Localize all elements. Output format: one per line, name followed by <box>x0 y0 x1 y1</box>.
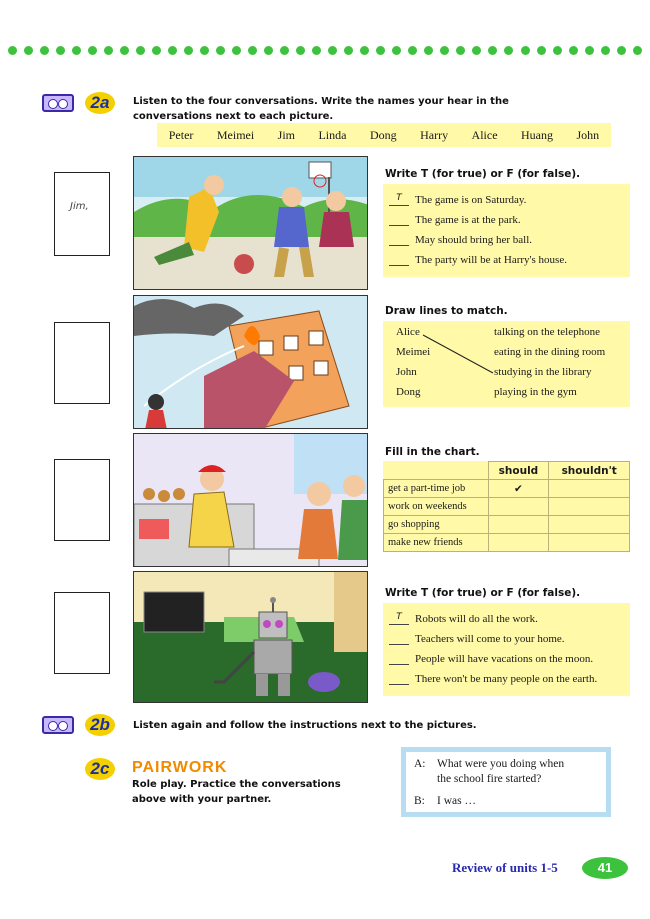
answer-blank[interactable] <box>389 211 409 226</box>
should-cell[interactable]: ✔ <box>488 480 549 498</box>
name-word: Peter <box>168 127 194 142</box>
answer-box-4[interactable] <box>54 592 110 674</box>
answer-blank[interactable]: T <box>389 191 409 206</box>
name-word: Meimei <box>216 127 255 142</box>
match-right-item[interactable]: talking on the telephone <box>494 326 600 338</box>
dialog-line: the school fire started? <box>437 773 542 785</box>
match-right-item[interactable]: studying in the library <box>494 366 592 378</box>
exercise1-heading: Write T (for true) or F (for false). <box>385 168 581 180</box>
should-cell[interactable] <box>488 516 549 534</box>
answer-blank[interactable] <box>389 670 409 685</box>
row-label: make new friends <box>384 534 489 552</box>
chart-row <box>384 480 630 498</box>
match-left-item[interactable]: Meimei <box>396 346 431 358</box>
cassette-icon <box>42 94 74 112</box>
dialog-line: I was … <box>437 795 476 807</box>
section-badge-2a: 2a <box>85 92 115 114</box>
shouldnt-cell[interactable] <box>549 516 630 534</box>
exercise2-heading: Draw lines to match. <box>385 305 508 317</box>
match-left-item[interactable]: John <box>396 366 417 378</box>
match-left-item[interactable]: Alice <box>396 326 420 338</box>
match-line <box>383 321 630 407</box>
answer-box-2[interactable] <box>54 322 110 404</box>
statement: Robots will do all the work. <box>415 613 538 625</box>
exercise4-panel <box>383 603 630 696</box>
picture-shop <box>133 433 368 567</box>
answer-blank[interactable] <box>389 231 409 246</box>
col-should: should <box>488 462 549 480</box>
answer-blank[interactable]: T <box>389 610 409 625</box>
answer-box-1[interactable]: Jim, <box>54 172 110 256</box>
shouldnt-cell[interactable] <box>549 534 630 552</box>
picture-robot <box>133 571 368 703</box>
section-badge-2b: 2b <box>85 714 115 736</box>
name-word: Harry <box>420 127 449 142</box>
chart-row <box>384 516 630 534</box>
should-chart <box>383 461 630 552</box>
answer-box-3[interactable] <box>54 459 110 541</box>
footer-title: Review of units 1-5 <box>452 860 558 875</box>
exercise1-panel <box>383 184 630 277</box>
shouldnt-cell[interactable] <box>549 480 630 498</box>
match-right-item[interactable]: eating in the dining room <box>494 346 606 358</box>
picture-fire <box>133 295 368 429</box>
should-cell[interactable] <box>488 498 549 516</box>
exercise3-heading: Fill in the chart. <box>385 446 480 458</box>
row-label: get a part-time job <box>384 480 489 498</box>
names-bar <box>157 123 611 147</box>
page-number: 41 <box>582 857 628 879</box>
chart-row <box>384 498 630 516</box>
section-badge-2c: 2c <box>85 758 115 780</box>
answer-blank[interactable] <box>389 630 409 645</box>
name-word: Huang <box>521 127 553 142</box>
statement: The game is on Saturday. <box>415 194 527 206</box>
speaker-b: B: <box>414 795 425 807</box>
exercise3-panel <box>383 461 630 552</box>
name-word: Linda <box>318 127 347 142</box>
instruction-2b: Listen again and follow the instructions next to the pictures. <box>133 720 477 731</box>
pairwork-title: PAIRWORK <box>132 759 228 776</box>
name-word: Alice <box>471 127 498 142</box>
speaker-a: A: <box>414 758 426 770</box>
match-right-item[interactable]: playing in the gym <box>494 386 577 398</box>
statement: May should bring her ball. <box>415 234 533 246</box>
answer-blank[interactable] <box>389 650 409 665</box>
instruction-2c: Role play. Practice the conversations above with your partner. <box>132 779 341 805</box>
match-left-item[interactable]: Dong <box>396 386 421 398</box>
row-label: work on weekends <box>384 498 489 516</box>
picture-basketball <box>133 156 368 290</box>
chart-row <box>384 534 630 552</box>
dialog-box <box>401 747 611 817</box>
statement: People will have vacations on the moon. <box>415 653 594 665</box>
dotted-border <box>8 46 642 58</box>
statement: The party will be at Harry's house. <box>415 254 567 266</box>
col-shouldnt: shouldn't <box>549 462 630 480</box>
shouldnt-cell[interactable] <box>549 498 630 516</box>
statement: Teachers will come to your home. <box>415 633 565 645</box>
exercise2-panel <box>383 321 630 407</box>
name-word: John <box>576 127 600 142</box>
dialog-line: What were you doing when <box>437 758 565 770</box>
name-word: Jim <box>277 127 295 142</box>
statement: The game is at the park. <box>415 214 521 226</box>
instruction-2a: Listen to the four conversations. Write the names your hear in the conversations next to each picture. <box>133 96 509 122</box>
row-label: go shopping <box>384 516 489 534</box>
name-word: Dong <box>369 127 397 142</box>
exercise4-heading: Write T (for true) or F (for false). <box>385 587 581 599</box>
cassette-icon <box>42 716 74 734</box>
answer-blank[interactable] <box>389 251 409 266</box>
should-cell[interactable] <box>488 534 549 552</box>
statement: There won't be many people on the earth. <box>415 673 598 685</box>
